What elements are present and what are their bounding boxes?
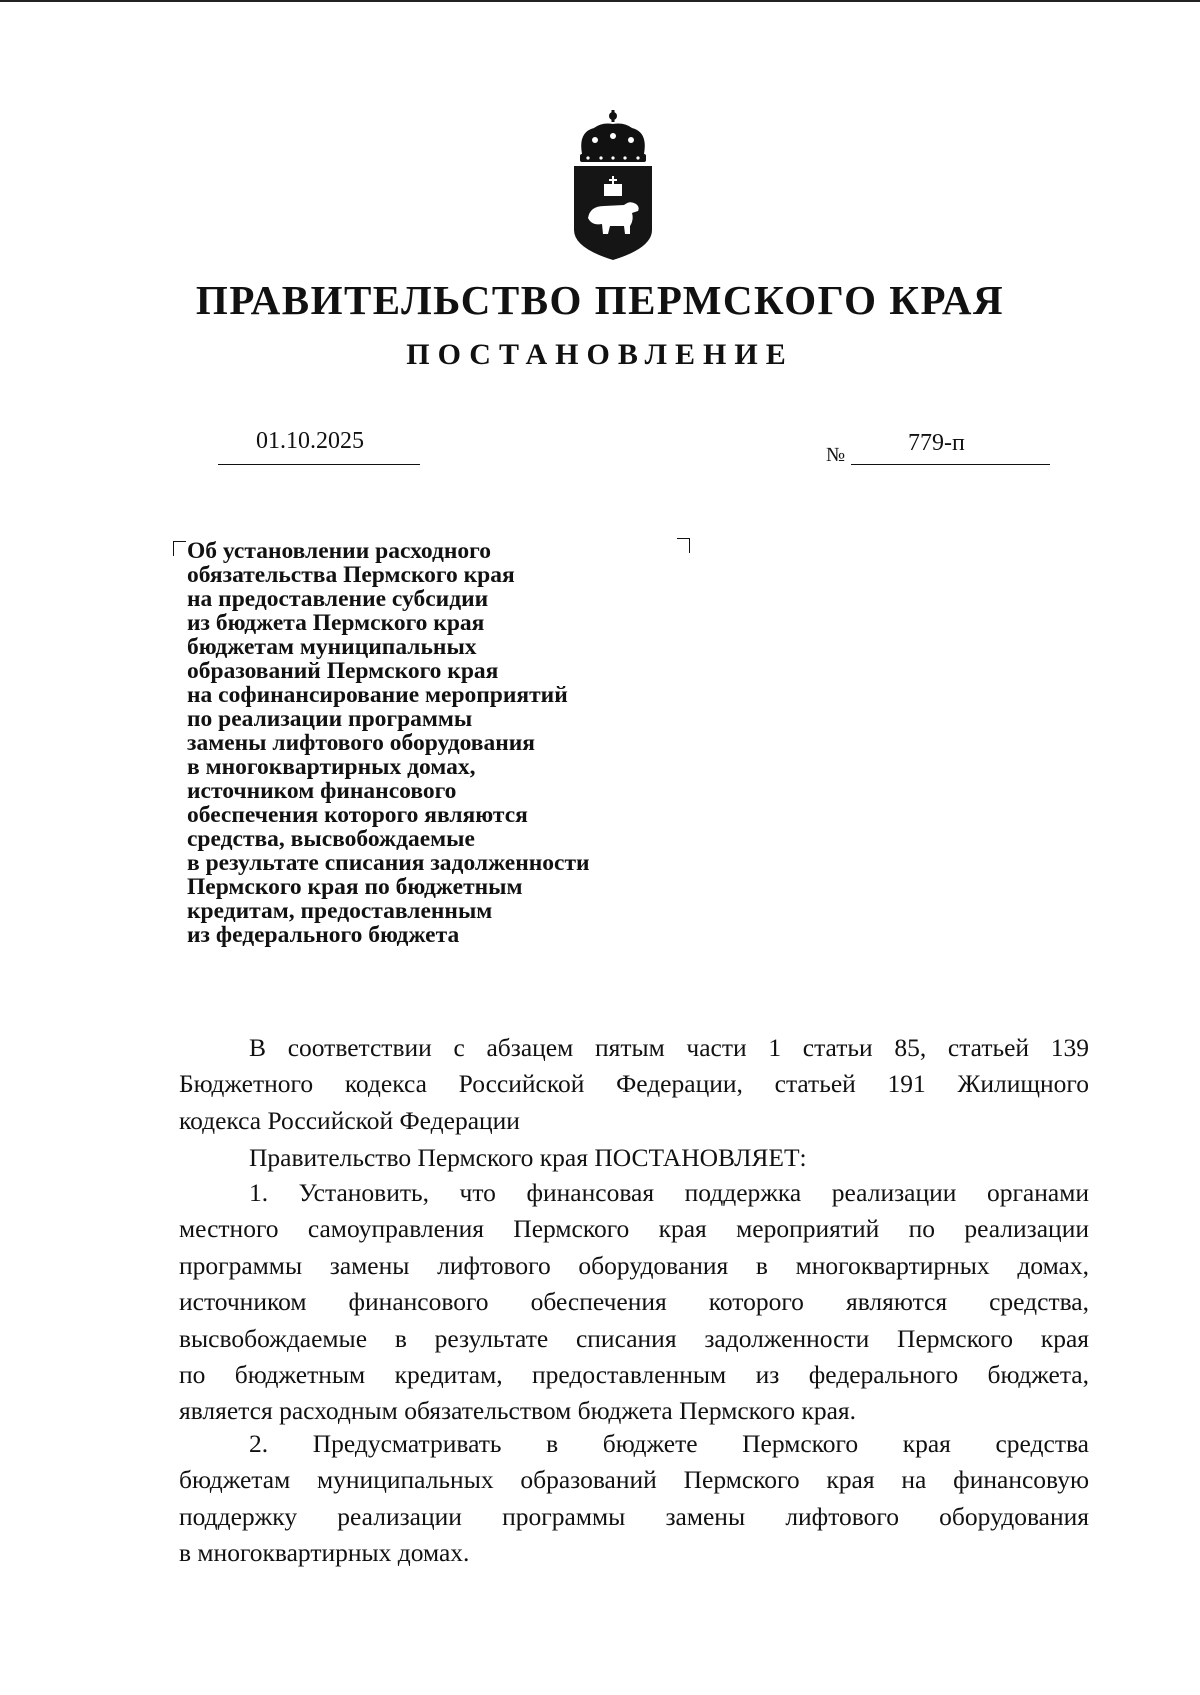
subject-line: замены лифтового оборудования: [187, 730, 536, 756]
document-type: ПОСТАНОВЛЕНИЕ: [406, 338, 794, 371]
subject-line: обязательства Пермского края: [187, 562, 515, 588]
subject-line: бюджетам муниципальных: [187, 634, 477, 660]
date-underline: [218, 464, 420, 465]
paragraph-line: в многоквартирных домах.: [179, 1538, 470, 1568]
decree-line: Правительство Пермского края ПОСТАНОВЛЯЕТ:: [249, 1143, 807, 1172]
document-number: 779-п: [908, 430, 965, 456]
paragraph-line: 2. Предусматривать в бюджете Пермского края средства: [249, 1429, 1089, 1458]
subject-line: в результате списания задолженности: [187, 850, 590, 876]
number-underline: [851, 464, 1050, 465]
subject-line: на предоставление субсидии: [187, 586, 489, 612]
paragraph-line: программы замены лифтового оборудования в многоквартирных домах,: [179, 1250, 1089, 1280]
subject-line: средства, высвобождаемые: [187, 826, 475, 852]
basis-paragraph: [179, 1030, 1089, 1139]
subject-line: на софинансирование мероприятий: [187, 682, 568, 708]
paragraph-line: высвобождаемые в результате списания задолженности Пермского края: [179, 1323, 1089, 1353]
paragraph-line: В соответствии с абзацем пятым части 1 статьи 85, статьей 139: [249, 1033, 1089, 1062]
subject-line: по реализации программы: [187, 706, 473, 732]
paragraph-line: местного самоуправления Пермского края мероприятий по реализации: [179, 1214, 1089, 1244]
subject-bracket-left: [173, 541, 186, 556]
item-2-paragraph: [179, 1426, 1089, 1572]
document-date: 01.10.2025: [256, 428, 364, 454]
subject-line: источником финансового: [187, 778, 457, 804]
subject-line: обеспечения которого являются: [187, 802, 528, 828]
paragraph-line: бюджетам муниципальных образований Пермского края на финансовую: [179, 1465, 1089, 1495]
subject-line: кредитам, предоставленным: [187, 898, 493, 924]
number-sign: №: [826, 444, 846, 466]
paragraph-line: по бюджетным кредитам, предоставленным из федерального бюджета,: [179, 1360, 1089, 1390]
perm-krai-coat-of-arms-icon: [568, 110, 658, 262]
paragraph-line: Бюджетного кодекса Российской Федерации, статьей 191 Жилищного: [179, 1069, 1089, 1099]
document-subject: [187, 539, 747, 947]
subject-line: образований Пермского края: [187, 658, 499, 684]
paragraph-line: является расходным обязательством бюджета Пермского края.: [179, 1396, 857, 1426]
organization-title: ПРАВИТЕЛЬСТВО ПЕРМСКОГО КРАЯ: [195, 277, 1005, 323]
subject-line: Об установлении расходного: [187, 538, 492, 564]
subject-line: в многоквартирных домах,: [187, 754, 476, 780]
paragraph-line: кодекса Российской Федерации: [179, 1105, 520, 1135]
subject-line: из федерального бюджета: [187, 922, 460, 948]
scan-top-edge: [0, 0, 1200, 2]
paragraph-line: источником финансового обеспечения которого являются средства,: [179, 1287, 1089, 1317]
paragraph-line: 1. Установить, что финансовая поддержка реализации органами: [249, 1178, 1089, 1207]
subject-line: из бюджета Пермского края: [187, 610, 485, 636]
paragraph-line: поддержку реализации программы замены лифтового оборудования: [179, 1501, 1089, 1531]
subject-line: Пермского края по бюджетным: [187, 874, 523, 900]
decree-paragraph: [179, 1140, 1089, 1176]
item-1-paragraph: [179, 1175, 1089, 1430]
